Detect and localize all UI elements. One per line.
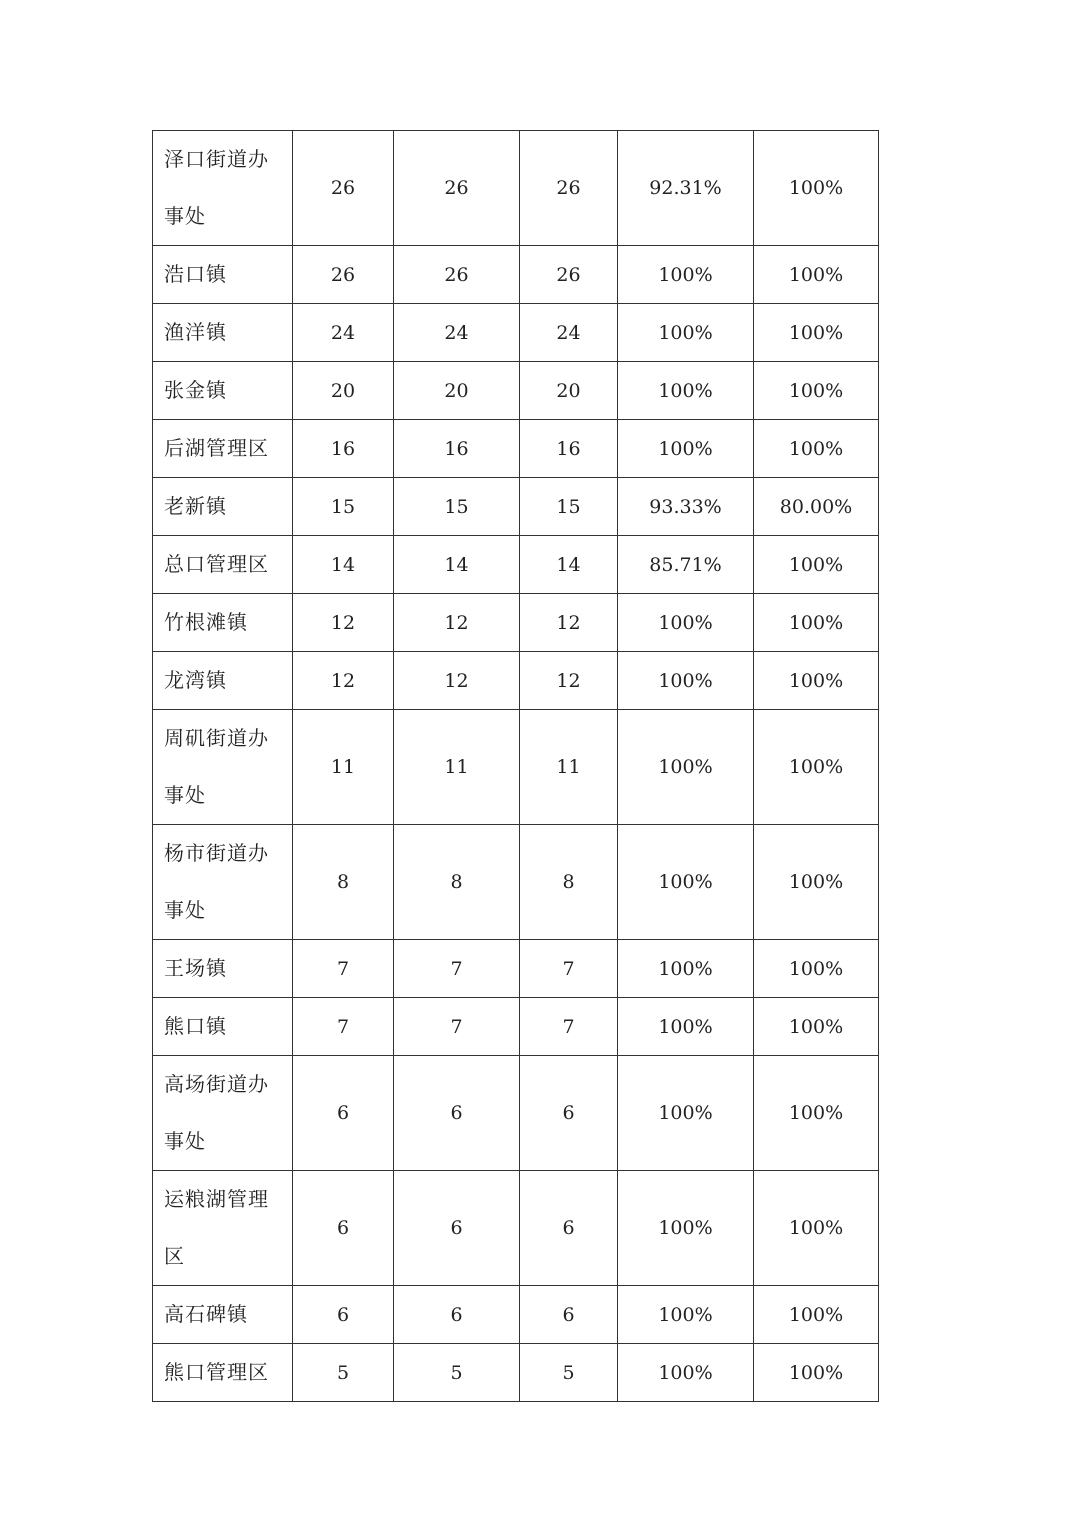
table-row [153,131,879,246]
table-row [153,420,879,478]
value-cell-col3: 8 [520,825,618,940]
value-cell-col1: 26 [293,246,394,304]
value-cell-col1: 14 [293,536,394,594]
region-name-cell: 熊口镇 [153,998,293,1056]
value-cell-col3: 6 [520,1286,618,1344]
value-cell-col3: 7 [520,998,618,1056]
value-cell-col3: 20 [520,362,618,420]
value-cell-col1: 8 [293,825,394,940]
value-cell-col5: 100% [754,652,879,710]
region-name-cell: 张金镇 [153,362,293,420]
value-cell-col3: 26 [520,131,618,246]
region-name-cell: 总口管理区 [153,536,293,594]
table-row [153,1171,879,1286]
value-cell-col3: 7 [520,940,618,998]
value-cell-col2: 12 [394,594,520,652]
value-cell-col5: 100% [754,940,879,998]
table-row [153,940,879,998]
value-cell-col4: 93.33% [618,478,754,536]
table-row [153,1344,879,1402]
value-cell-col2: 20 [394,362,520,420]
value-cell-col1: 6 [293,1056,394,1171]
value-cell-col5: 100% [754,362,879,420]
value-cell-col2: 11 [394,710,520,825]
value-cell-col2: 14 [394,536,520,594]
value-cell-col3: 14 [520,536,618,594]
value-cell-col5: 100% [754,825,879,940]
table-row [153,710,879,825]
value-cell-col1: 6 [293,1286,394,1344]
value-cell-col2: 5 [394,1344,520,1402]
table-body [153,131,879,1402]
value-cell-col3: 11 [520,710,618,825]
table-row [153,998,879,1056]
value-cell-col2: 26 [394,246,520,304]
value-cell-col3: 5 [520,1344,618,1402]
value-cell-col2: 24 [394,304,520,362]
value-cell-col5: 100% [754,304,879,362]
value-cell-col5: 100% [754,594,879,652]
value-cell-col3: 16 [520,420,618,478]
value-cell-col2: 6 [394,1171,520,1286]
value-cell-col2: 7 [394,998,520,1056]
value-cell-col5: 100% [754,131,879,246]
value-cell-col1: 26 [293,131,394,246]
value-cell-col4: 100% [618,1056,754,1171]
region-name-cell: 龙湾镇 [153,652,293,710]
value-cell-col2: 12 [394,652,520,710]
value-cell-col4: 100% [618,652,754,710]
statistics-table [152,130,879,1402]
value-cell-col5: 100% [754,1286,879,1344]
value-cell-col4: 100% [618,246,754,304]
value-cell-col1: 12 [293,594,394,652]
region-name-cell: 杨市街道办事处 [153,825,293,940]
value-cell-col4: 100% [618,998,754,1056]
value-cell-col1: 16 [293,420,394,478]
value-cell-col2: 15 [394,478,520,536]
table-row [153,362,879,420]
value-cell-col3: 15 [520,478,618,536]
table-row [153,304,879,362]
value-cell-col1: 7 [293,998,394,1056]
region-name-cell: 王场镇 [153,940,293,998]
value-cell-col2: 6 [394,1286,520,1344]
value-cell-col5: 100% [754,246,879,304]
value-cell-col4: 100% [618,940,754,998]
value-cell-col1: 5 [293,1344,394,1402]
value-cell-col3: 12 [520,594,618,652]
value-cell-col4: 100% [618,362,754,420]
value-cell-col5: 100% [754,1171,879,1286]
value-cell-col1: 15 [293,478,394,536]
value-cell-col1: 7 [293,940,394,998]
value-cell-col2: 6 [394,1056,520,1171]
region-name-cell: 老新镇 [153,478,293,536]
value-cell-col3: 6 [520,1171,618,1286]
value-cell-col4: 100% [618,304,754,362]
table-row [153,246,879,304]
value-cell-col3: 12 [520,652,618,710]
value-cell-col1: 24 [293,304,394,362]
value-cell-col5: 100% [754,998,879,1056]
value-cell-col1: 20 [293,362,394,420]
region-name-cell: 高场街道办事处 [153,1056,293,1171]
table-row [153,1056,879,1171]
value-cell-col5: 100% [754,1344,879,1402]
value-cell-col1: 6 [293,1171,394,1286]
table-row [153,536,879,594]
table-row [153,652,879,710]
value-cell-col4: 100% [618,1171,754,1286]
region-name-cell: 渔洋镇 [153,304,293,362]
region-name-cell: 泽口街道办事处 [153,131,293,246]
region-name-cell: 运粮湖管理区 [153,1171,293,1286]
region-name-cell: 竹根滩镇 [153,594,293,652]
value-cell-col4: 100% [618,710,754,825]
table-row [153,1286,879,1344]
value-cell-col4: 100% [618,825,754,940]
value-cell-col4: 100% [618,420,754,478]
value-cell-col1: 12 [293,652,394,710]
value-cell-col5: 100% [754,710,879,825]
value-cell-col3: 24 [520,304,618,362]
region-name-cell: 周矶街道办事处 [153,710,293,825]
value-cell-col5: 100% [754,536,879,594]
table-row [153,594,879,652]
value-cell-col5: 80.00% [754,478,879,536]
value-cell-col3: 6 [520,1056,618,1171]
value-cell-col3: 26 [520,246,618,304]
value-cell-col5: 100% [754,420,879,478]
table-row [153,478,879,536]
value-cell-col1: 11 [293,710,394,825]
value-cell-col5: 100% [754,1056,879,1171]
value-cell-col2: 7 [394,940,520,998]
region-name-cell: 高石碑镇 [153,1286,293,1344]
value-cell-col4: 100% [618,594,754,652]
region-name-cell: 浩口镇 [153,246,293,304]
value-cell-col4: 100% [618,1286,754,1344]
value-cell-col2: 16 [394,420,520,478]
region-name-cell: 后湖管理区 [153,420,293,478]
value-cell-col4: 92.31% [618,131,754,246]
value-cell-col2: 8 [394,825,520,940]
region-name-cell: 熊口管理区 [153,1344,293,1402]
table-row [153,825,879,940]
value-cell-col2: 26 [394,131,520,246]
value-cell-col4: 85.71% [618,536,754,594]
value-cell-col4: 100% [618,1344,754,1402]
